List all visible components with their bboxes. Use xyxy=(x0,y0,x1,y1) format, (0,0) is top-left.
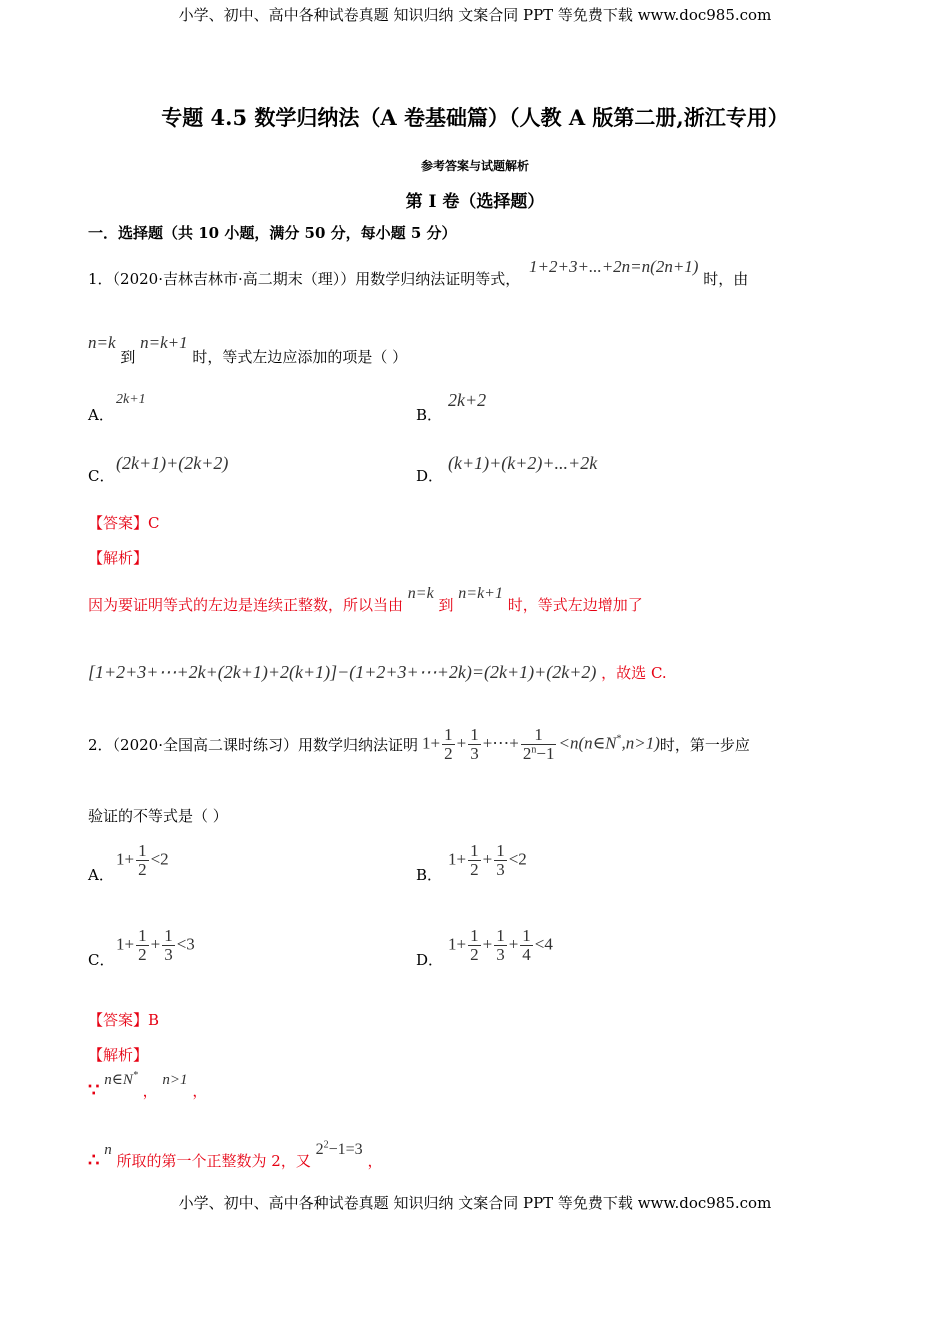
q1-from: n=k xyxy=(88,333,116,352)
q2-cond1 xyxy=(104,1072,138,1088)
q2-formula-tail2: ,n>1) xyxy=(621,733,660,753)
q2-option-b-label: B． xyxy=(416,866,443,884)
q1-stem-end: 时，由 xyxy=(703,270,749,288)
frac-den: 2 xyxy=(470,859,479,879)
frac-den: 3 xyxy=(164,944,173,964)
q1-stem2: 时，等式左边应添加的项是（ ） xyxy=(192,348,408,366)
frac-num: 1 xyxy=(522,926,531,945)
q1-to: n=k+1 xyxy=(140,333,188,352)
q2-stem-line2: 验证的不等式是（ ） xyxy=(88,807,228,825)
star: * xyxy=(132,1070,138,1081)
calc-base: 2 xyxy=(315,1141,324,1158)
q1-analysis1-end: 时，等式左边增加了 xyxy=(507,596,643,614)
term: 1 xyxy=(116,849,125,869)
term: 1 xyxy=(116,934,125,954)
frac-den: 3 xyxy=(496,944,505,964)
frac-num: 1 xyxy=(138,926,147,945)
document-subtitle: 参考答案与试题解析 xyxy=(420,159,529,173)
q2-stem xyxy=(88,726,750,763)
calc-exp: 2 xyxy=(323,1139,329,1151)
q1-analysis2-end: ，故选 C. xyxy=(601,664,667,682)
q1-a-to: n=k+1 xyxy=(458,585,503,602)
q2-option-a: 1+ $\frac{1}{2}$ <2 xyxy=(116,841,169,879)
q2-option-c: 1+ $\frac{1}{2}$ + $\frac{1}{3}$ <3 xyxy=(116,926,195,964)
frac-den: 2 xyxy=(138,859,147,879)
document-title: 专题 4.5 数学归纳法（A 卷基础篇）（人教 A 版第二册,浙江专用） xyxy=(161,105,789,130)
q2-option-b: 1+ $\frac{1}{2}$ + $\frac{1}{3}$ <2 xyxy=(448,841,527,879)
q1-formula: 1+2+3+...+2n=n(2n+1) xyxy=(529,257,699,276)
q2-analysis-line2 xyxy=(88,1139,383,1171)
term: 1 xyxy=(448,934,457,954)
q2-option-c-label: C． xyxy=(88,951,115,969)
therefore-symbol: ∴ xyxy=(88,1150,100,1171)
frac-den: 2 xyxy=(138,944,147,964)
q1-option-a: 2k+1 xyxy=(116,392,146,407)
q2-n: n xyxy=(104,1142,112,1158)
frac-num: 1 xyxy=(496,841,505,860)
page-footer: 小学、初中、高中各种试卷真题 知识归纳 文案合同 PPT 等免费下载 www.doc985.com xyxy=(178,1194,772,1212)
frac-num: 1 xyxy=(444,725,453,744)
q2-calc xyxy=(316,1141,363,1158)
q2-dots: +⋯+ xyxy=(482,733,519,753)
q1-a-to-word: 到 xyxy=(438,596,454,614)
rhs: <2 xyxy=(150,849,169,869)
q1-answer: 【答案】C xyxy=(88,514,160,532)
q2-option-a-label: A． xyxy=(88,866,114,884)
comma: ， xyxy=(192,1082,208,1100)
q2-answer: 【答案】B xyxy=(88,1011,160,1029)
frac-num: 1 xyxy=(138,841,147,860)
frac-num: 1 xyxy=(534,725,543,744)
q1-option-c: (2k+1)+(2k+2) xyxy=(116,453,229,473)
q1-option-b: 2k+2 xyxy=(448,390,487,410)
calc-tail: −1=3 xyxy=(328,1141,363,1158)
term: 1 xyxy=(448,849,457,869)
section-heading: 一．选择题（共 10 小题，满分 50 分，每小题 5 分） xyxy=(88,224,457,242)
star: * xyxy=(616,733,622,745)
q1-stem xyxy=(88,257,749,289)
q2-stem-text: 2．（2020·全国高二课时练习）用数学归纳法证明 xyxy=(88,735,418,754)
page-header: 小学、初中、高中各种试卷真题 知识归纳 文案合同 PPT 等免费下载 www.doc985.com xyxy=(178,6,772,24)
frac-num: 1 xyxy=(164,926,173,945)
q2-formula: 1+ $\frac{1}{2}$ + $\frac{1}{3}$ +⋯+ $\frac{1}{2^n-1}$ <n(n∈N*,n>1) xyxy=(422,725,660,763)
q1-option-c-label: C． xyxy=(88,467,115,485)
rhs: <4 xyxy=(534,934,553,954)
den-tail: −1 xyxy=(536,743,555,763)
q2-analysis-line1 xyxy=(88,1070,208,1101)
q2-stem-end: 时，第一步应 xyxy=(659,735,750,754)
q2-line2-text: 所取的第一个正整数为 2，又 xyxy=(116,1152,311,1170)
q1-option-b-label: B． xyxy=(416,406,443,424)
frac-den: 4 xyxy=(522,944,531,964)
q2-option-d: 1+ $\frac{1}{2}$ + $\frac{1}{3}$ + $\frac{1}{4}$ <4 xyxy=(448,926,553,964)
cond1-text: n∈N xyxy=(104,1072,133,1088)
frac-num: 1 xyxy=(470,926,479,945)
den-base: 2 xyxy=(522,743,532,763)
frac-num: 1 xyxy=(470,725,479,744)
q1-analysis2-formula: [1+2+3+⋯+2k+(2k+1)+2(k+1)]−(1+2+3+⋯+2k)=(2k+1)+(2k+2) xyxy=(88,662,597,682)
q1-option-d: (k+1)+(k+2)+...+2k xyxy=(448,453,598,473)
frac-den: 3 xyxy=(470,743,479,763)
q1-analysis1: 因为要证明等式的左边是连续正整数，所以当由 xyxy=(88,596,404,614)
q1-option-a-label: A． xyxy=(88,406,114,424)
frac-den: 3 xyxy=(496,859,505,879)
q1-stem-line2 xyxy=(88,332,408,366)
frac-den: 2 xyxy=(444,743,453,763)
q1-analysis-line1 xyxy=(88,585,643,615)
comma: ， xyxy=(142,1082,158,1100)
frac-den xyxy=(521,744,557,763)
rhs: <2 xyxy=(508,849,527,869)
q1-option-d-label: D． xyxy=(416,467,444,485)
frac-den: 2 xyxy=(470,944,479,964)
q1-analysis-label: 【解析】 xyxy=(88,549,149,567)
q2-formula-tail: <n(n∈N xyxy=(558,733,617,753)
volume-heading: 第 I 卷（选择题） xyxy=(405,192,545,212)
q2-formula-lead: 1+ xyxy=(422,733,441,753)
q2-option-d-label: D． xyxy=(416,951,444,969)
q1-to-word: 到 xyxy=(120,348,136,366)
frac-num: 1 xyxy=(470,841,479,860)
q2-line2-end: ， xyxy=(367,1152,383,1170)
because-symbol: ∵ xyxy=(88,1080,100,1101)
q1-a-from: n=k xyxy=(407,585,434,602)
q2-cond2: n>1 xyxy=(162,1072,188,1088)
q1-stem-text: 1．（2020·吉林吉林市·高二期末（理））用数学归纳法证明等式， xyxy=(88,270,521,288)
den-exp: n xyxy=(531,744,537,756)
frac-num: 1 xyxy=(496,926,505,945)
q2-analysis-label: 【解析】 xyxy=(88,1046,149,1064)
rhs: <3 xyxy=(176,934,195,954)
q1-analysis-line2 xyxy=(88,662,667,683)
